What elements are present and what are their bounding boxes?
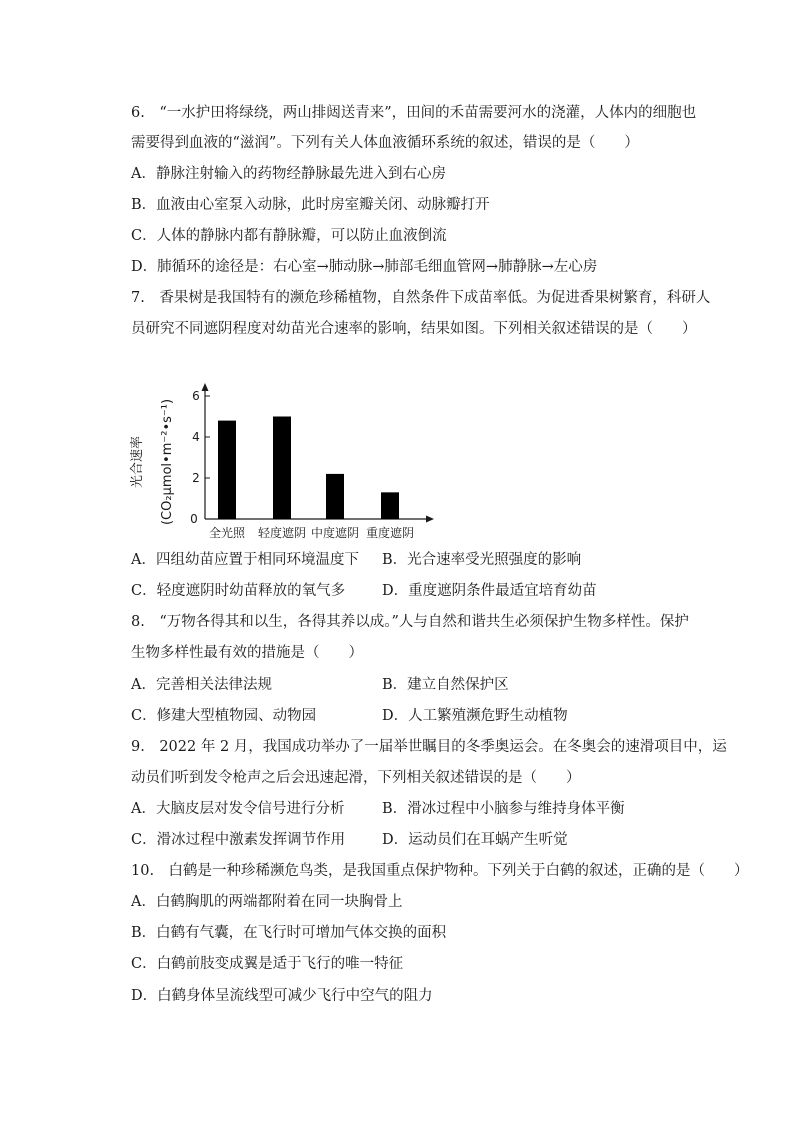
bars: [218, 417, 399, 520]
chart-axes: [202, 383, 435, 523]
bar-4: [381, 492, 399, 519]
q8-stem-line2: 生物多样性最有效的措施是（ ）: [131, 645, 363, 661]
q7-stem-line1: 7. 香果树是我国特有的濒危珍稀植物，自然条件下成苗率低。为促进香果树繁育，科研人: [131, 290, 711, 306]
y-tick-label: 4: [192, 430, 200, 444]
q10-option-c: C．白鹤前肢变成翼是适于飞行的唯一特征: [131, 956, 404, 972]
y-origin-label: 0: [190, 512, 198, 526]
y-ticks: [192, 389, 210, 485]
x-tick-label: 中度遮阴: [310, 526, 360, 540]
q6-option-c: C．人体的静脉内都有静脉瓣，可以防止血液倒流: [131, 228, 447, 244]
q7-option-c: C．轻度遮阴时幼苗释放的氧气多: [131, 583, 346, 599]
q6-stem-line1: 6. “一水护田将绿绕，两山排闼送青来”，田间的禾苗需要河水的浇灌，人体内的细胞也: [131, 105, 697, 121]
q7-option-a: A．四组幼苗应置于相同环境温度下: [131, 552, 359, 568]
bar-1: [218, 421, 236, 519]
q8-option-a: A．完善相关法律法规: [131, 677, 272, 693]
bar-2: [273, 417, 291, 520]
q10-option-a: A．白鹤胸肌的两端都附着在同一块胸骨上: [131, 894, 403, 910]
q6-option-d: D．肺循环的途径是：右心室→肺动脉→肺部毛细血管网→肺静脉→左心房: [131, 259, 598, 275]
q6-option-a: A．静脉注射输入的药物经静脉最先进入到右心房: [131, 166, 446, 182]
q10-option-b: B．白鹤有气囊，在飞行时可增加气体交换的面积: [131, 925, 447, 941]
q6-option-b: B．血液由心室泵入动脉，此时房室瓣关闭、动脉瓣打开: [131, 197, 490, 213]
y-tick-label: 6: [192, 389, 200, 403]
x-tick-label: 轻度遮阴: [257, 526, 307, 540]
q9-option-c: C．滑冰过程中激素发挥调节作用: [131, 832, 346, 848]
y-axis-label: 光合速率: [130, 435, 145, 489]
x-category-labels: [209, 525, 414, 540]
q8-option-d: D．人工繁殖濒危野生动植物: [382, 708, 568, 724]
q9-option-d: D．运动员们在耳蜗产生听觉: [382, 832, 568, 848]
photosynthesis-bar-chart: [128, 380, 438, 550]
x-tick-label: 重度遮阴: [365, 526, 415, 540]
q7-stem-line2: 员研究不同遮阴程度对幼苗光合速率的影响，结果如图。下列相关叙述错误的是（ ）: [131, 321, 697, 337]
x-axis-arrow: [426, 516, 434, 523]
q10-option-d: D．白鹤身体呈流线型可减少飞行中空气的阻力: [131, 988, 433, 1004]
q7-option-b: B．光合速率受光照强度的影响: [382, 552, 582, 568]
x-tick-label: 全光照: [208, 526, 246, 540]
q10-stem: 10. 白鹤是一种珍稀濒危鸟类，是我国重点保护物种。下列关于白鹤的叙述，正确的是（ ）: [131, 863, 749, 879]
y-axis-arrow: [202, 383, 209, 391]
q9-option-a: A．大脑皮层对发令信号进行分析: [131, 801, 345, 817]
q6-stem-line2: 需要得到血液的“滋润”。下列有关人体血液循环系统的叙述，错误的是（ ）: [131, 135, 639, 151]
y-tick-label: 2: [192, 471, 200, 485]
bar-3: [326, 474, 344, 519]
q7-option-d: D．重度遮阴条件最适宜培育幼苗: [382, 583, 597, 599]
q9-option-b: B．滑冰过程中小脑参与维持身体平衡: [382, 801, 625, 817]
y-axis-unit: (CO₂μmol•m⁻²•s⁻¹): [160, 398, 175, 526]
q8-option-b: B．建立自然保护区: [382, 677, 509, 693]
q9-stem-line1: 9. 2022 年 2 月，我国成功举办了一届举世瞩目的冬季奥运会。在冬奥会的速滑项目中，运: [131, 739, 727, 755]
q8-stem-line1: 8. “万物各得其和以生，各得其养以成。”人与自然和谐共生必须保护生物多样性。保护: [131, 614, 689, 630]
q8-option-c: C．修建大型植物园、动物园: [131, 708, 317, 724]
q9-stem-line2: 动员们听到发令枪声之后会迅速起滑，下列相关叙述错误的是（ ）: [131, 770, 581, 786]
